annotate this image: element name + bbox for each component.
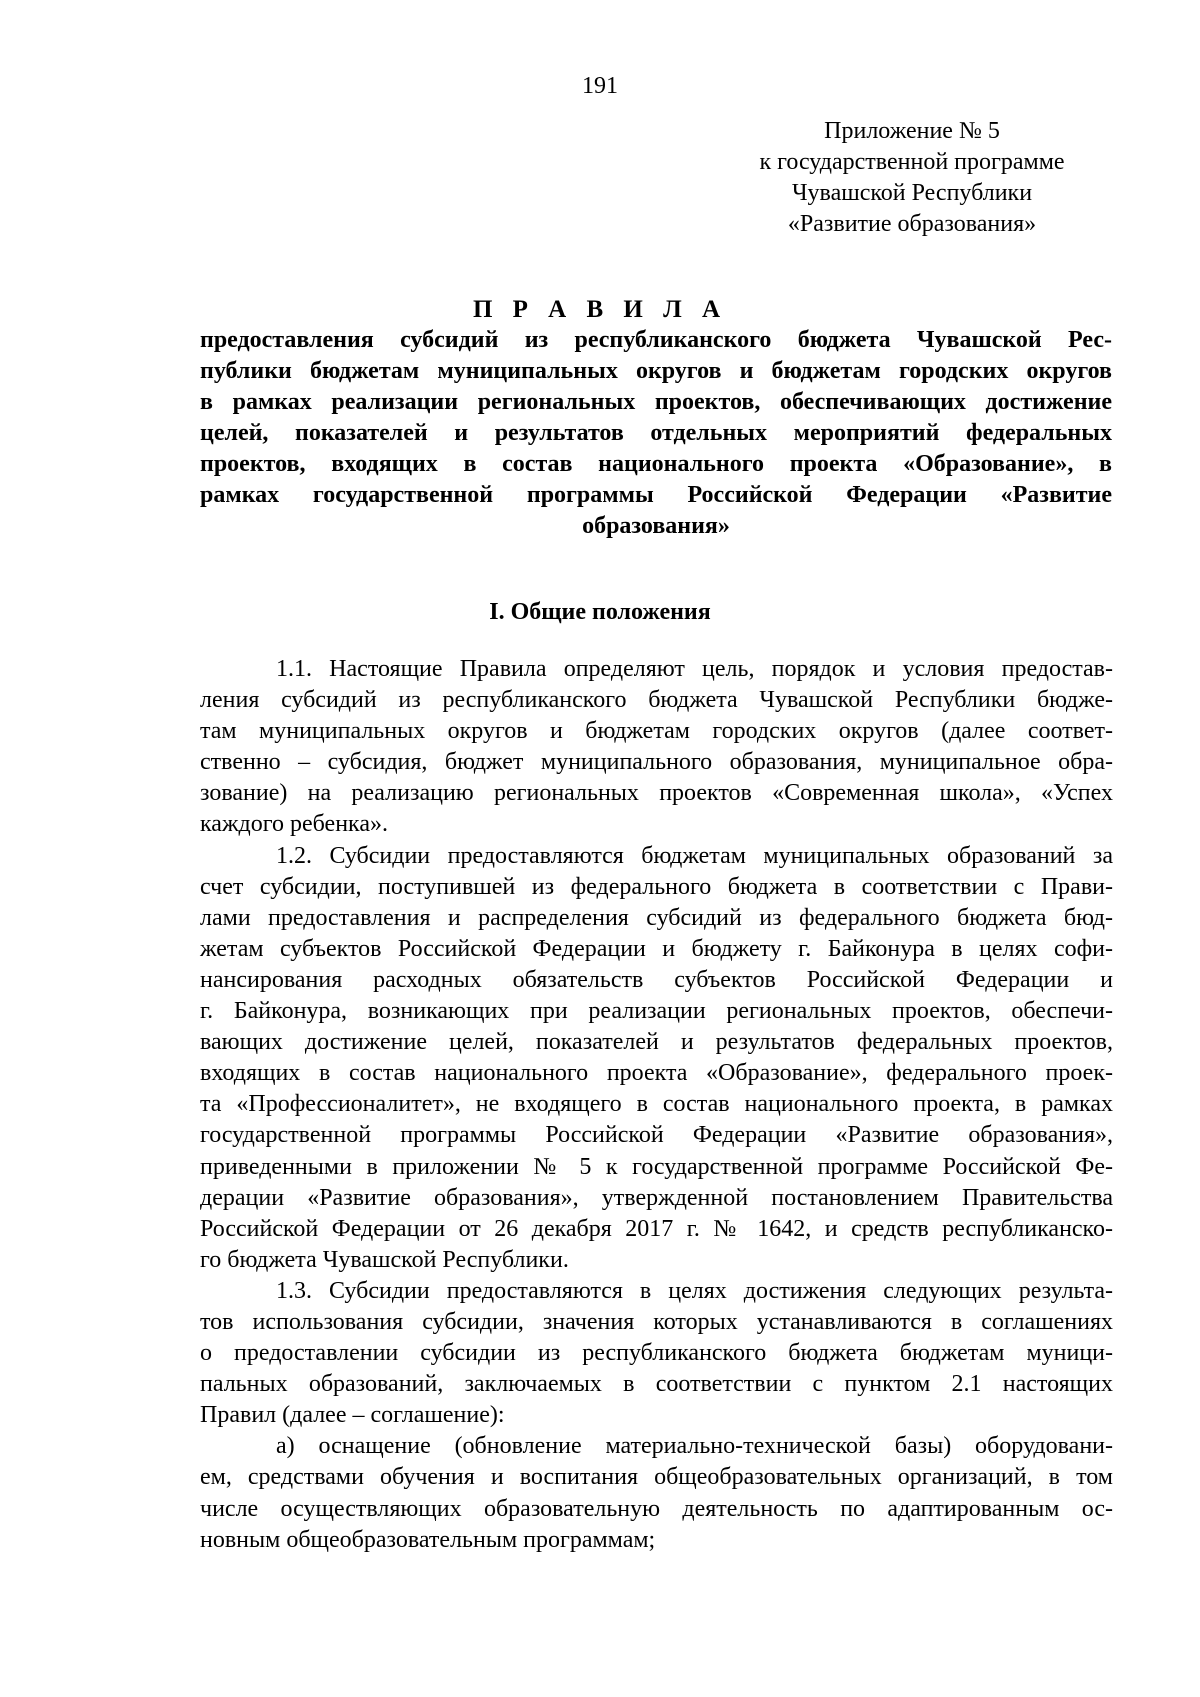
- paragraph-line: 1.3. Субсидии предоставляются в целях достижения следующих результа-: [276, 1277, 1113, 1304]
- paragraph-line: государственной программы Российской Федерации «Развитие образования»,: [200, 1122, 1113, 1149]
- subtitle-line: целей, показателей и результатов отдельных мероприятий федеральных: [200, 420, 1112, 446]
- paragraph-line: Правил (далее – соглашение):: [200, 1402, 505, 1429]
- document-subtitle: [200, 325, 1112, 542]
- paragraph-line: го бюджета Чувашской Республики.: [200, 1246, 569, 1273]
- paragraph-line: пальных образований, заключаемых в соответствии с пунктом 2.1 настоящих: [200, 1371, 1113, 1398]
- appendix-line: «Развитие образования»: [787, 211, 1037, 237]
- subtitle-line: проектов, входящих в состав национального проекта «Образование», в: [200, 451, 1112, 477]
- paragraph-line: счет субсидии, поступившей из федерального бюджета в соответствии с Прави-: [200, 873, 1113, 900]
- paragraph-line: о предоставлении субсидии из республиканского бюджета бюджетам муници-: [200, 1340, 1113, 1367]
- appendix-line: Приложение № 5: [824, 118, 1000, 144]
- subtitle-line: образования»: [582, 513, 730, 539]
- paragraph-line: Российской Федерации от 26 декабря 2017 г. № 1642, и средств республиканско-: [200, 1215, 1113, 1242]
- subtitle-line: предоставления субсидий из республиканского бюджета Чувашской Рес-: [200, 327, 1112, 353]
- paragraph-line: 1.2. Субсидии предоставляются бюджетам муниципальных образований за: [276, 842, 1113, 869]
- paragraph-line: лами предоставления и распределения субсидий из федерального бюджета бюд-: [200, 904, 1113, 931]
- paragraph-line: ственно – субсидия, бюджет муниципального образования, муниципальное обра-: [200, 749, 1113, 776]
- paragraph-line: приведенными в приложении № 5 к государственной программе Российской Фе-: [200, 1153, 1113, 1180]
- paragraph-line: нансирования расходных обязательств субъектов Российской Федерации и: [200, 966, 1113, 993]
- paragraph-line: жетам субъектов Российской Федерации и бюджету г. Байконура в целях софи-: [200, 935, 1113, 962]
- paragraph-line: входящих в состав национального проекта «Образование», федерального проек-: [200, 1060, 1113, 1087]
- paragraph-line: числе осуществляющих образовательную деятельность по адаптированным ос-: [200, 1495, 1113, 1522]
- paragraph-line: ления субсидий из республиканского бюджета Чувашской Республики бюдже-: [200, 687, 1113, 714]
- document-title: П Р А В И Л А: [472, 296, 728, 323]
- paragraph-line: каждого ребенка».: [200, 811, 388, 838]
- appendix-line: к государственной программе: [759, 149, 1065, 175]
- subtitle-line: в рамках реализации региональных проектов, обеспечивающих достижение: [200, 389, 1112, 415]
- subtitle-line: рамках государственной программы Российской Федерации «Развитие: [200, 482, 1112, 508]
- paragraph-line: ем, средствами обучения и воспитания общеобразовательных организаций, в том: [200, 1464, 1113, 1491]
- paragraph-line: дерации «Развитие образования», утвержденной постановлением Правительства: [200, 1184, 1113, 1211]
- body-text: [200, 654, 1113, 1556]
- paragraph-line: 1.1. Настоящие Правила определяют цель, порядок и условия предостав-: [276, 656, 1113, 682]
- paragraph-line: та «Профессионалитет», не входящего в состав национального проекта, в рамках: [200, 1091, 1113, 1118]
- paragraph-line: тов использования субсидии, значения которых устанавливаются в соглашениях: [200, 1308, 1113, 1335]
- paragraph-line: там муниципальных округов и бюджетам городских округов (далее соответ-: [200, 718, 1113, 745]
- appendix-line: Чувашской Республики: [791, 180, 1033, 206]
- paragraph-line: г. Байконура, возникающих при реализации региональных проектов, обеспечи-: [200, 998, 1113, 1025]
- paragraph-line: а) оснащение (обновление материально-технической базы) оборудовани-: [276, 1433, 1113, 1460]
- subtitle-line: публики бюджетам муниципальных округов и бюджетам городских округов: [200, 358, 1112, 384]
- appendix-note: [736, 116, 1088, 240]
- paragraph-line: зование) на реализацию региональных проектов «Современная школа», «Успех: [200, 780, 1113, 807]
- paragraph-line: вающих достижение целей, показателей и результатов федеральных проектов,: [200, 1029, 1113, 1056]
- section-heading: I. Общие положения: [489, 599, 711, 625]
- paragraph-line: новным общеобразовательным программам;: [200, 1526, 656, 1553]
- page-number: 191: [582, 73, 618, 99]
